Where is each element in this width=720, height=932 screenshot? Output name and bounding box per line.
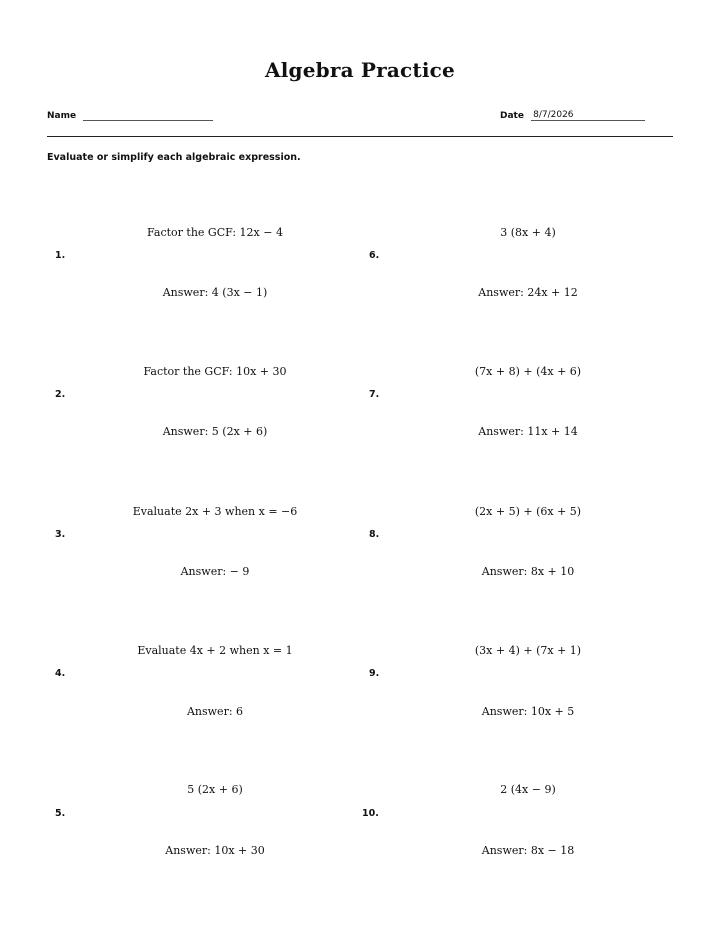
problem-expression: Factor the GCF: 10x + 30	[143, 365, 287, 378]
problem-answer: Answer: 8x − 18	[481, 844, 575, 857]
problem-answer: Answer: 10x + 30	[165, 844, 265, 857]
problem-number: 2.	[55, 389, 66, 400]
problem-number: 5.	[55, 808, 66, 819]
problem-answer: Answer: 24x + 12	[478, 286, 578, 299]
problem-expression: 2 (4x − 9)	[500, 783, 556, 796]
problem-number: 1.	[55, 250, 66, 261]
problem-number: 7.	[369, 389, 380, 400]
problem-number: 9.	[369, 668, 380, 679]
header-divider	[47, 136, 673, 137]
problem-expression: (3x + 4) + (7x + 1)	[474, 644, 582, 657]
name-row	[47, 110, 213, 121]
instructions: Evaluate or simplify each algebraic expression.	[47, 152, 301, 163]
problem-answer: Answer: 4 (3x − 1)	[162, 286, 268, 299]
problem-number: 6.	[369, 250, 380, 261]
problem-answer: Answer: 11x + 14	[478, 425, 578, 438]
date-field[interactable]: 8/7/2026	[531, 110, 645, 121]
problem-expression: Factor the GCF: 12x − 4	[147, 226, 283, 239]
problem-answer: Answer: − 9	[180, 565, 250, 578]
problem-expression: (2x + 5) + (6x + 5)	[474, 505, 582, 518]
date-label: Date	[500, 111, 524, 121]
worksheet-title: Algebra Practice	[265, 58, 455, 82]
problem-expression: Evaluate 2x + 3 when x = −6	[132, 505, 298, 518]
problem-expression: 3 (8x + 4)	[500, 226, 556, 239]
date-row	[500, 110, 645, 121]
problem-answer: Answer: 5 (2x + 6)	[162, 425, 268, 438]
problem-number: 10.	[362, 808, 379, 819]
problem-expression: (7x + 8) + (4x + 6)	[474, 365, 582, 378]
problem-number: 4.	[55, 668, 66, 679]
problem-number: 8.	[369, 529, 380, 540]
problem-answer: Answer: 6	[186, 705, 244, 718]
problem-number: 3.	[55, 529, 66, 540]
problem-expression: 5 (2x + 6)	[187, 783, 243, 796]
name-field[interactable]	[83, 110, 213, 121]
problem-expression: Evaluate 4x + 2 when x = 1	[137, 644, 293, 657]
problem-answer: Answer: 10x + 5	[481, 705, 575, 718]
name-label: Name	[47, 111, 77, 121]
problem-answer: Answer: 8x + 10	[481, 565, 575, 578]
